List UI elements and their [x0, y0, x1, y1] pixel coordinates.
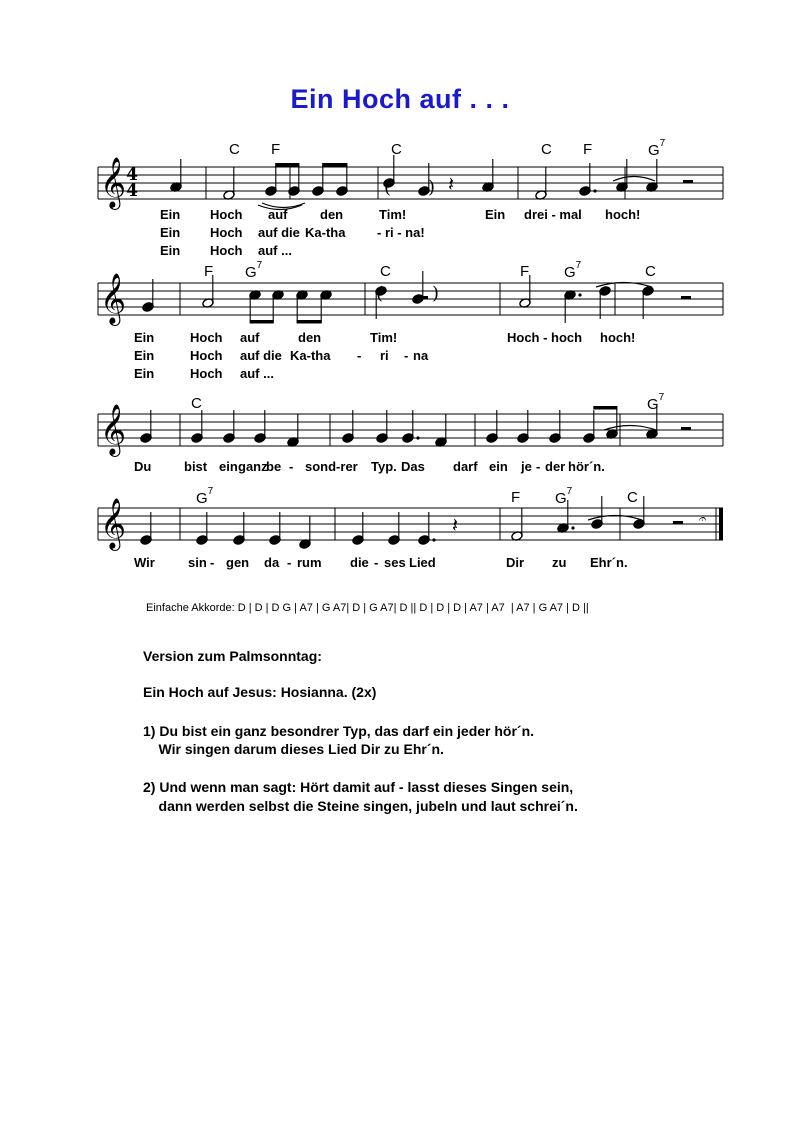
lyric-syllable: Ein	[160, 207, 181, 222]
half-rest	[673, 521, 683, 525]
lyric-syllable: hoch!	[605, 207, 641, 222]
lyric-syllable: Ein	[160, 243, 181, 258]
time-signature: 4	[126, 165, 138, 185]
treble-clef-icon: 𝄞	[100, 498, 127, 549]
time-signature: 4	[126, 181, 138, 201]
lyric-syllable: darf	[453, 459, 478, 474]
half-rest	[683, 180, 693, 184]
lyric-syllable: Ein	[134, 330, 155, 345]
lyric-syllable: gen	[226, 555, 250, 570]
tie	[613, 177, 655, 182]
half-rest	[681, 427, 691, 431]
lyric-syllable: Wir	[134, 555, 155, 570]
lyric-syllable: Hoch	[210, 225, 243, 240]
lyric-syllable: -	[404, 348, 409, 363]
note-beam	[593, 406, 617, 410]
fermata-mark: 𝄐	[698, 512, 706, 527]
lyric-syllable: -	[289, 459, 294, 474]
note-dot	[432, 538, 435, 541]
note-dot	[578, 293, 581, 296]
palm-verse-1a: 1) Du bist ein ganz besondrer Typ, das darf ein jeder hör´n.	[143, 723, 535, 739]
note-beam	[250, 320, 274, 324]
lyric-syllable: ri	[380, 348, 389, 363]
lyric-syllable: Tim!	[379, 207, 407, 222]
lyric-syllable: auf ...	[258, 243, 292, 258]
quarter-rest: 𝄽	[452, 513, 459, 537]
note-beam	[322, 163, 347, 167]
half-rest	[681, 296, 691, 300]
lyric-syllable: den	[298, 330, 322, 345]
chord-symbol: C	[191, 395, 202, 412]
lyric-syllable: -	[357, 348, 362, 363]
lyric-syllable: Du	[134, 459, 152, 474]
lyric-syllable: Ein	[485, 207, 506, 222]
chord-symbol: C	[229, 141, 240, 158]
chord-symbol: F	[511, 489, 521, 506]
lyric-syllable: hör´n.	[568, 459, 605, 474]
half-rest	[418, 296, 428, 300]
lyric-syllable: drei - mal	[524, 207, 582, 222]
palm-verse-2a: 2) Und wenn man sagt: Hört damit auf - lasst dieses Singen sein,	[143, 779, 574, 795]
chord-symbol: $G^7$	[564, 260, 582, 281]
chord-symbol: $G^7$	[555, 486, 573, 507]
song-title: Ein Hoch auf . . .	[290, 84, 510, 114]
lyric-syllable: sond-rer	[305, 459, 358, 474]
lyric-syllable: da	[264, 555, 280, 570]
chord-symbol: $G^7$	[245, 260, 263, 281]
palm-verse-1b: Wir singen darum dieses Lied Dir zu Ehr´n.	[143, 741, 444, 757]
parenthesis: (	[376, 283, 384, 304]
lyric-syllable: der	[545, 459, 566, 474]
treble-clef-icon: 𝄞	[100, 273, 127, 324]
lyric-syllable: na	[413, 348, 429, 363]
lyric-syllable: Hoch	[190, 330, 223, 345]
chord-symbol: F	[271, 141, 281, 158]
chord-symbol: C	[541, 141, 552, 158]
lyric-syllable: hoch!	[600, 330, 636, 345]
lyric-syllable: ses	[384, 555, 406, 570]
lyric-syllable: Ein	[134, 366, 155, 381]
lyric-syllable: sin	[188, 555, 207, 570]
lyric-syllable: Ka-tha	[290, 348, 331, 363]
note-beam	[275, 163, 299, 167]
lyric-syllable: Hoch	[210, 243, 243, 258]
lyric-syllable: Hoch - hoch	[507, 330, 583, 345]
lyric-syllable: zu	[552, 555, 567, 570]
parenthesis: )	[428, 177, 436, 198]
lyric-syllable: Hoch	[190, 348, 223, 363]
lyric-syllable: auf die	[258, 225, 300, 240]
chord-symbol: C	[645, 263, 656, 280]
quarter-rest: 𝄽	[448, 172, 455, 196]
chord-symbol: C	[391, 141, 402, 158]
chord-symbol: F	[583, 141, 593, 158]
note-beam	[297, 320, 322, 324]
lyric-syllable: ein	[489, 459, 508, 474]
lyric-syllable: Ein	[160, 225, 181, 240]
lyric-syllable: -	[374, 555, 379, 570]
lyric-syllable: Dir	[506, 555, 525, 570]
treble-clef-icon: 𝄞	[100, 157, 127, 208]
chord-symbol: F	[520, 263, 530, 280]
lyric-syllable: -	[536, 459, 541, 474]
lyric-syllable: Das	[401, 459, 425, 474]
lyric-syllable: ganz	[238, 459, 268, 474]
lyric-syllable: Ein	[134, 348, 155, 363]
palm-verse-2b: dann werden selbst die Steine singen, jubeln und laut schrei´n.	[143, 798, 578, 814]
chord-symbol: C	[380, 263, 391, 280]
note-dot	[416, 436, 419, 439]
lyric-syllable: auf	[268, 207, 288, 222]
note-dot	[571, 526, 574, 529]
treble-clef-icon: 𝄞	[100, 404, 127, 455]
lyric-syllable: be	[266, 459, 282, 474]
lyric-syllable: Hoch	[190, 366, 223, 381]
chord-symbol: $G^7$	[648, 138, 666, 159]
lyric-syllable: auf die	[240, 348, 282, 363]
palm-line-1: Ein Hoch auf Jesus: Hosianna. (2x)	[143, 684, 377, 700]
lyric-syllable: -	[287, 555, 292, 570]
lyric-syllable: je	[521, 459, 532, 474]
lyric-syllable: Lied	[409, 555, 436, 570]
chord-symbol: F	[204, 263, 214, 280]
lyric-syllable: die	[350, 555, 369, 570]
palm-heading: Version zum Palmsonntag:	[143, 648, 322, 664]
chord-symbol: C	[627, 489, 638, 506]
lyric-syllable: Tim!	[370, 330, 398, 345]
lyric-syllable: Hoch	[210, 207, 243, 222]
simple-chords-text: Einfache Akkorde: D | D | D G | A7 | G A7| D | G A7| D || D | D | D | A7 | A7 | A7 | G A7 | D ||	[146, 602, 589, 614]
lyric-syllable: Ehr´n.	[590, 555, 628, 570]
final-barline-thick	[719, 508, 723, 540]
chord-symbol: $G^7$	[196, 486, 214, 507]
lyric-syllable: - ri - na!	[377, 225, 425, 240]
lyric-syllable: auf	[240, 330, 260, 345]
lyric-syllable: rum	[297, 555, 322, 570]
lyric-syllable: bist	[184, 459, 208, 474]
lyric-syllable: Ka-tha	[305, 225, 346, 240]
lyric-syllable: auf ...	[240, 366, 274, 381]
parenthesis: (	[384, 177, 392, 198]
lyric-syllable: Typ.	[371, 459, 397, 474]
parenthesis: )	[432, 283, 440, 304]
lyric-syllable: ein	[219, 459, 238, 474]
lyric-syllable: -	[210, 555, 215, 570]
tie	[604, 426, 656, 431]
lyric-syllable: den	[320, 207, 344, 222]
chord-symbol: $G^7$	[647, 392, 665, 413]
note-dot	[593, 189, 596, 192]
